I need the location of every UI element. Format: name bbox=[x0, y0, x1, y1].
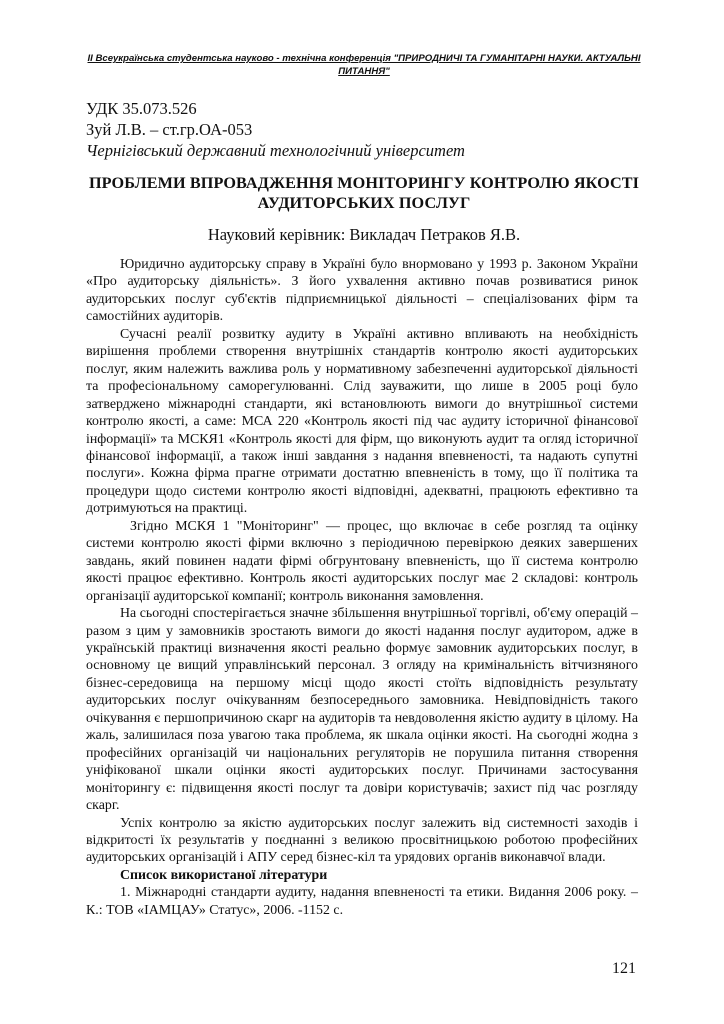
conference-header: II Всеукраїнська студентська науково - технічна конференція "ПРИРОДНИЧІ ТА ГУМАНІТАРНІ НАУКИ. АКТУАЛЬНІ ПИТАННЯ" bbox=[87, 53, 641, 77]
paragraph: На сьогодні спостерігається значне збільшення внутрішньої торгівлі, об'єму операцій – разом з цим у замовників зростають вимоги до якості надання послуг аудитором, адже в українській практиці визначення якості реально формує замовник аудиторських послуг, в основному це вищий управлінський персонал. З огляду на кримінальність вітчизняного бізнес-середовища на першому місці щодо якості стоїть відповідність результату аудиторських послуг очікуванням безпосереднього замовника. Невідповідність такого очікування є першопричиною скарг на аудиторів та невдоволення якістю аудиту в цілому. На жаль, залишилася поза увагою така проблема, як шкала оцінки якості. На сьогодні жодна з професійних організацій чи національних регуляторів не порушила питання створення уніфікованої шкали оцінки якості аудиторських послуг. Причинами застосування моніторингу є: підвищення якості послуг та довіри користувачів; захист під час розгляду скарг. bbox=[86, 606, 638, 814]
paragraph: Сучасні реалії розвитку аудиту в Україні активно впливають на необхідність вирішення проблеми створення внутрішніх стандартів контролю якості аудиторських послуг, яким належить важлива роль у нормативному забезпеченні аудиторської діяльності та професіональному саморегулюванні. Слід зауважити, що лише в 2005 році було затверджено міжнародні стандарти, які встановлюють вимоги до внутрішньої системи контролю якості, а саме: МСА 220 «Контроль якості під час аудиту історичної фінансової інформації» та МСКЯ1 «Контроль якості для фірм, що виконують аудит та огляд історичної фінансової інформації, а також інші завдання з надання впевненості, та надають супутні послуги». Кожна фірма прагне отримати достатню впевненість в тому, що її політика та процедури щодо системи контролю якості відповідні, адекватні, працюють ефективно та дотримуються на практиці. bbox=[86, 326, 638, 517]
paragraph: Юридично аудиторську справу в Україні було внормовано у 1993 р. Законом України «Про аудиторську діяльність». З його ухвалення активно почав розвиватися ринок аудиторських послуг суб'єктів підприємницької діяльності – спеціалізованих фірм та самостійних аудиторів. bbox=[86, 257, 638, 325]
reference-item: 1. Міжнародні стандарти аудиту, надання впевненості та етики. Видання 2006 року. – К.: ТОВ «ІАМЦАУ» Статус», 2006. -1152 с. bbox=[86, 885, 638, 918]
paragraph: Успіх контролю за якістю аудиторських послуг залежить від системності заходів і відкритості їх результатів у поєднанні з великою просвітницькою роботою професійних аудиторських організацій і АПУ серед бізнес-кіл та урядових органів виконавчої влади. bbox=[86, 815, 638, 866]
article-meta bbox=[86, 98, 646, 161]
article-body bbox=[86, 256, 638, 919]
page-number: 121 bbox=[612, 960, 636, 977]
scientific-advisor: Науковий керівник: Викладач Петраков Я.В. bbox=[207, 225, 521, 244]
author-line: Зуй Л.В. – ст.гр.ОА-053 bbox=[86, 120, 253, 139]
institution: Чернігівський державний технологічний університет bbox=[86, 141, 465, 160]
paragraph: Згідно МСКЯ 1 "Моніторинг" — процес, що включає в себе розгляд та оцінку системи контролю якості фірми включно з періодичною перевіркою деяких завершених завдань, який повинен надати фірмі обгрунтовану впевненість, що її система контролю якості працює ефективно. Контроль якості аудиторських послуг має 2 складові: контроль організації аудиторської компанії; контроль виконання замовлення. bbox=[86, 518, 638, 604]
references-title: Список використаної літератури bbox=[120, 867, 328, 883]
udc-code: УДК 35.073.526 bbox=[86, 99, 197, 118]
article-title: ПРОБЛЕМИ ВПРОВАДЖЕННЯ МОНІТОРИНГУ КОНТРОЛЮ ЯКОСТІ АУДИТОРСЬКИХ ПОСЛУГ bbox=[88, 174, 640, 212]
